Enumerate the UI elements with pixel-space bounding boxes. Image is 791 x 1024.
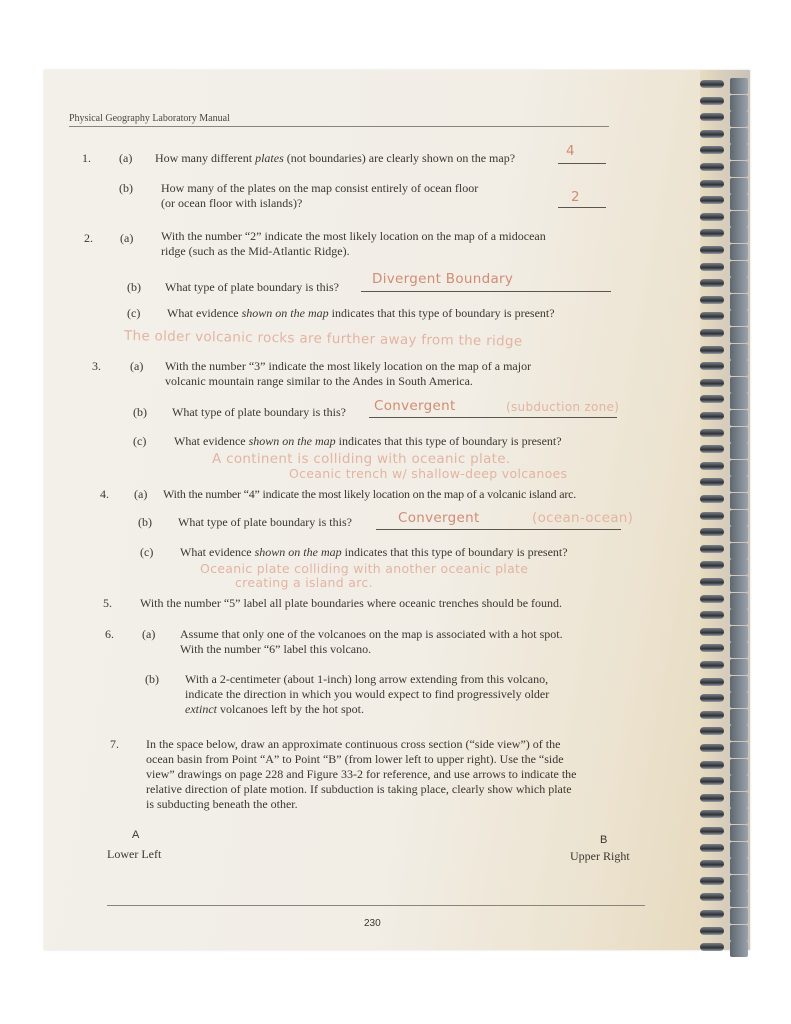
binding-tab bbox=[730, 211, 748, 227]
spiral-coil bbox=[700, 827, 724, 835]
spiral-coil bbox=[700, 229, 724, 237]
binding-tab bbox=[730, 244, 748, 260]
point-b-label: Upper Right bbox=[570, 849, 630, 863]
q1-number: 1. bbox=[82, 151, 91, 165]
binding-tab bbox=[730, 842, 748, 858]
q4c-text: What evidence shown on the map indicates that this type of boundary is present? bbox=[180, 545, 568, 559]
q4b-label: (b) bbox=[138, 515, 152, 529]
spiral-coil bbox=[700, 379, 724, 387]
spiral-coil bbox=[700, 146, 724, 154]
footer-rule bbox=[107, 905, 645, 906]
spiral-coil bbox=[700, 578, 724, 586]
spiral-coil bbox=[700, 545, 724, 553]
q2-number: 2. bbox=[84, 231, 93, 245]
spiral-coil bbox=[700, 296, 724, 304]
q3c-label: (c) bbox=[133, 434, 147, 448]
binding-tab bbox=[730, 310, 748, 326]
spiral-coil bbox=[700, 927, 724, 935]
spiral-coil bbox=[700, 727, 724, 735]
spiral-coil bbox=[700, 943, 724, 951]
binding-tab bbox=[730, 742, 748, 758]
spiral-coil bbox=[700, 478, 724, 486]
q6b-text-line1: With a 2-centimeter (about 1-inch) long arrow extending from this volcano, bbox=[185, 672, 549, 686]
spiral-coil bbox=[700, 113, 724, 121]
binding-tab bbox=[730, 360, 748, 376]
binding-tab bbox=[730, 294, 748, 310]
spiral-coil bbox=[700, 777, 724, 785]
q6b-text-line3: extinct volcanoes left by the hot spot. bbox=[185, 702, 364, 716]
q6a-text-line1: Assume that only one of the volcanoes on the map is associated with a hot spot. bbox=[180, 627, 563, 641]
binding-tab bbox=[730, 825, 748, 841]
binding-tab bbox=[730, 659, 748, 675]
q7-number: 7. bbox=[110, 737, 119, 751]
binding-tab bbox=[730, 344, 748, 360]
q6b-label: (b) bbox=[145, 672, 159, 686]
q2b-label: (b) bbox=[127, 280, 141, 294]
q4c-answer-line1[interactable]: Oceanic plate colliding with another oceanic plate bbox=[200, 561, 529, 576]
q3a-text-line1: With the number “3” indicate the most likely location on the map of a major bbox=[165, 359, 532, 373]
spiral-coil bbox=[700, 628, 724, 636]
page-number: 230 bbox=[364, 918, 381, 929]
q3a-label: (a) bbox=[130, 359, 144, 373]
q7-text-line4: relative direction of plate motion. If subduction is taking place, clearly show which plate bbox=[146, 782, 572, 796]
spiral-coil bbox=[700, 329, 724, 337]
q2b-answer[interactable]: Divergent Boundary bbox=[372, 271, 514, 287]
spiral-coil bbox=[700, 163, 724, 171]
binding-tab bbox=[730, 410, 748, 426]
q1b-answer-line bbox=[558, 207, 606, 208]
q3c-answer-line2[interactable]: Oceanic trench w/ shallow-deep volcanoes bbox=[289, 466, 568, 481]
q1a-label: (a) bbox=[119, 151, 133, 165]
q1b-answer[interactable]: 2 bbox=[571, 189, 580, 205]
q3b-text: What type of plate boundary is this? bbox=[172, 405, 346, 419]
q2a-text-line2: ridge (such as the Mid-Atlantic Ridge). bbox=[161, 244, 350, 258]
q2b-answer-line bbox=[361, 291, 611, 292]
q7-text-line1: In the space below, draw an approximate continuous cross section (“side view”) of the bbox=[146, 737, 561, 751]
spiral-coil bbox=[700, 678, 724, 686]
spiral-coil bbox=[700, 495, 724, 503]
binding-tab bbox=[730, 493, 748, 509]
spiral-coil bbox=[700, 910, 724, 918]
binding-tab bbox=[730, 510, 748, 526]
q4b-answer-line bbox=[376, 529, 621, 530]
binding-tab bbox=[730, 128, 748, 144]
q3b-label: (b) bbox=[133, 405, 147, 419]
spiral-coil bbox=[700, 893, 724, 901]
spiral-coil bbox=[700, 761, 724, 769]
spiral-coil bbox=[700, 810, 724, 818]
q3c-answer-line1[interactable]: A continent is colliding with oceanic plate. bbox=[212, 451, 511, 467]
q4-number: 4. bbox=[100, 487, 109, 501]
spiral-coil bbox=[700, 844, 724, 852]
binding-tab bbox=[730, 925, 748, 941]
q6-number: 6. bbox=[105, 627, 114, 641]
header-rule bbox=[69, 126, 609, 127]
q1b-text-line1: How many of the plates on the map consist entirely of ocean floor bbox=[161, 181, 479, 195]
binding-tab bbox=[730, 443, 748, 459]
q2c-text: What evidence shown on the map indicates that this type of boundary is present? bbox=[167, 306, 555, 320]
spiral-coil bbox=[700, 860, 724, 868]
q1b-label: (b) bbox=[119, 181, 133, 195]
binding-tab bbox=[730, 908, 748, 924]
spiral-coil bbox=[700, 429, 724, 437]
spiral-coil bbox=[700, 711, 724, 719]
spiral-coil bbox=[700, 395, 724, 403]
spiral-coil bbox=[700, 512, 724, 520]
point-a-label: Lower Left bbox=[107, 847, 162, 861]
binding-tab bbox=[730, 808, 748, 824]
q1a-text: How many different plates (not boundaries) are clearly shown on the map? bbox=[155, 151, 516, 165]
q3b-answer-note[interactable]: (subduction zone) bbox=[506, 400, 620, 414]
spiral-coil bbox=[700, 528, 724, 536]
q7-text-line5: is subducting beneath the other. bbox=[146, 797, 298, 811]
binding-tab bbox=[730, 78, 748, 94]
q1b-text-line2: (or ocean floor with islands)? bbox=[161, 196, 303, 210]
spiral-coil bbox=[700, 279, 724, 287]
q3-number: 3. bbox=[92, 359, 101, 373]
binding-tab bbox=[730, 759, 748, 775]
binding-tab bbox=[730, 194, 748, 210]
binding-tab bbox=[730, 725, 748, 741]
q2b-text: What type of plate boundary is this? bbox=[165, 280, 339, 294]
binding-tab bbox=[730, 144, 748, 160]
q1a-answer[interactable]: 4 bbox=[566, 143, 575, 159]
binding-tab bbox=[730, 227, 748, 243]
binding-tab bbox=[730, 161, 748, 177]
q4a-label: (a) bbox=[134, 487, 148, 501]
binding-tab bbox=[730, 609, 748, 625]
q5-text: With the number “5” label all plate boundaries where oceanic trenches should be found. bbox=[140, 596, 563, 610]
binding-tab bbox=[730, 941, 748, 957]
spiral-coil bbox=[700, 644, 724, 652]
binding-tab bbox=[730, 858, 748, 874]
q3c-text: What evidence shown on the map indicates that this type of boundary is present? bbox=[174, 434, 562, 448]
spiral-coil bbox=[700, 794, 724, 802]
binding-tab bbox=[730, 327, 748, 343]
binding-tab bbox=[730, 277, 748, 293]
binding-tab bbox=[730, 775, 748, 791]
spiral-coil bbox=[700, 213, 724, 221]
binding-tab bbox=[730, 891, 748, 907]
spiral-coil bbox=[700, 661, 724, 669]
q1a-answer-line bbox=[558, 163, 606, 164]
q4b-text: What type of plate boundary is this? bbox=[178, 515, 352, 529]
binding-tab bbox=[730, 593, 748, 609]
spiral-coil bbox=[700, 130, 724, 138]
binding-tab bbox=[730, 792, 748, 808]
spiral-coil bbox=[700, 744, 724, 752]
binding-tab bbox=[730, 111, 748, 127]
binding-tab bbox=[730, 543, 748, 559]
q4a-text: With the number “4” indicate the most likely location on the map of a volcanic island arc. bbox=[163, 487, 577, 501]
q3b-answer-line bbox=[369, 417, 617, 418]
q7-text-line3: view” drawings on page 228 and Figure 33-2 for reference, and use arrows to indicate the bbox=[146, 767, 577, 781]
spiral-coil bbox=[700, 877, 724, 885]
binding-tab bbox=[730, 559, 748, 575]
spiral-coil bbox=[700, 611, 724, 619]
binding-tab bbox=[730, 261, 748, 277]
spiral-coil bbox=[700, 312, 724, 320]
q2c-label: (c) bbox=[127, 306, 141, 320]
binding-tab bbox=[730, 393, 748, 409]
spiral-coil bbox=[700, 246, 724, 254]
binding-tab bbox=[730, 875, 748, 891]
spiral-coil bbox=[700, 263, 724, 271]
q3a-text-line2: volcanic mountain range similar to the Andes in South America. bbox=[165, 374, 473, 388]
spiral-coil bbox=[700, 362, 724, 370]
q4c-label: (c) bbox=[140, 545, 154, 559]
running-header: Physical Geography Laboratory Manual bbox=[69, 113, 230, 124]
binding-tab bbox=[730, 377, 748, 393]
binding-tab bbox=[730, 460, 748, 476]
q6a-label: (a) bbox=[142, 627, 156, 641]
q3b-answer[interactable]: Convergent bbox=[374, 398, 456, 414]
binding-tab bbox=[730, 676, 748, 692]
binding-tab bbox=[730, 95, 748, 111]
point-b-letter: B bbox=[600, 834, 608, 846]
q4b-answer-note[interactable]: (ocean-ocean) bbox=[532, 510, 634, 526]
q4b-answer[interactable]: Convergent bbox=[398, 510, 480, 526]
spiral-coil bbox=[700, 595, 724, 603]
spiral-coil bbox=[700, 97, 724, 105]
binding-tab bbox=[730, 178, 748, 194]
q6b-text-line2: indicate the direction in which you would expect to find progressively older bbox=[185, 687, 550, 701]
binding-tab bbox=[730, 576, 748, 592]
spiral-coil bbox=[700, 196, 724, 204]
q2a-text-line1: With the number “2” indicate the most likely location on the map of a midocean bbox=[161, 229, 546, 243]
spiral-coil bbox=[700, 80, 724, 88]
spiral-coil bbox=[700, 180, 724, 188]
q5-number: 5. bbox=[103, 596, 112, 610]
binding-tab bbox=[730, 692, 748, 708]
spiral-coil bbox=[700, 561, 724, 569]
workbook-page bbox=[44, 70, 750, 950]
binding-tab bbox=[730, 427, 748, 443]
point-a-letter: A bbox=[132, 829, 140, 841]
spiral-coil bbox=[700, 694, 724, 702]
spiral-coil bbox=[700, 462, 724, 470]
q6a-text-line2: With the number “6” label this volcano. bbox=[180, 642, 372, 656]
q7-text-line2: ocean basin from Point “A” to Point “B” (from lower left to upper right). Use the “side bbox=[146, 752, 564, 766]
q2a-label: (a) bbox=[120, 231, 134, 245]
binding-tab bbox=[730, 709, 748, 725]
spiral-coil bbox=[700, 346, 724, 354]
spiral-coil bbox=[700, 412, 724, 420]
binding-tab bbox=[730, 526, 748, 542]
binding-tab bbox=[730, 626, 748, 642]
q2c-answer[interactable]: The older volcanic rocks are further away from the ridge bbox=[123, 328, 523, 350]
binding-tab bbox=[730, 642, 748, 658]
binding-tab bbox=[730, 476, 748, 492]
spiral-coil bbox=[700, 445, 724, 453]
q4c-answer-line2[interactable]: creating a island arc. bbox=[235, 575, 373, 590]
